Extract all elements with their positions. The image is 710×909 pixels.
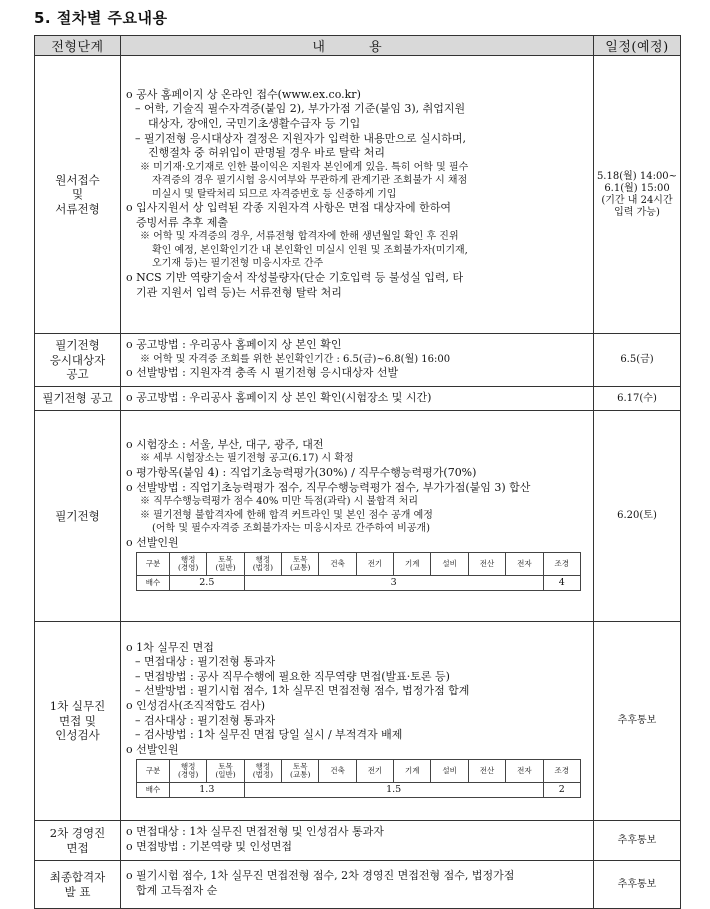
- procedure-row: [35, 622, 681, 821]
- content-line: – 검사대상 : 필기전형 통과자: [135, 713, 276, 727]
- content-cell: [121, 334, 594, 387]
- selection-field-cell: [431, 553, 468, 576]
- content-line: 대상자, 장애인, 국민기초생활수급자 등 기입: [148, 117, 361, 131]
- schedule-cell: [594, 334, 681, 387]
- content-line: ※ 어학 및 자격증 조회를 위한 본인확인기간 : 6.5(금)~6.8(월) 16:00: [140, 353, 451, 365]
- content-line: 자격증의 경우 필기시험 응시여부와 무관하게 관계기관 조회불가 시 채점: [152, 175, 468, 187]
- stage-label: 2차 경영진: [49, 826, 106, 840]
- selection-label-cell: 구분: [137, 760, 170, 783]
- content-line: 오기재 등)는 필기전형 미응시자로 간주: [152, 258, 324, 270]
- content-line: 미실시 및 탈락처리 되므로 자격증번호 등 신중하게 기입: [152, 188, 397, 200]
- table-header-row: [35, 36, 681, 56]
- stage-cell: [35, 334, 121, 387]
- selection-field-cell: [543, 760, 580, 783]
- content-line: (어학 및 필수자격증 조회불가자는 미응시자로 간주하여 비공개): [152, 523, 431, 535]
- selection-field-label: (일반): [215, 563, 236, 573]
- section-heading: 5. 절차별 주요내용: [34, 9, 168, 27]
- stage-label: 발 표: [64, 884, 91, 899]
- stage-label: 면접 및: [59, 713, 96, 728]
- stage-label: 원서접수: [55, 172, 100, 187]
- stage-label: 필기전형: [55, 508, 100, 523]
- selection-field-label: (경영): [177, 770, 199, 780]
- stage-label: 공고: [66, 367, 89, 382]
- stage-label: 인성검사: [55, 728, 100, 743]
- content-line: o 면접방법 : 기본역량 및 인성면접: [126, 840, 292, 853]
- schedule-cell: [594, 821, 681, 861]
- content-line: – 어학, 기술직 필수자격증(붙임 2), 부가가점 기준(붙임 3), 취업지원: [135, 102, 466, 116]
- content-line: ※ 세부 시험장소는 필기전형 공고(6.17) 시 확정: [140, 453, 354, 465]
- procedure-row: [35, 334, 681, 387]
- selection-field-label: 전산: [479, 559, 495, 569]
- stage-label: 필기전형 공고: [42, 391, 113, 406]
- content-line: o 선발방법 : 지원자격 충족 시 필기전형 응시대상자 선발: [126, 366, 399, 380]
- selection-field-label: 조경: [554, 766, 570, 776]
- content-line: – 검사방법 : 1차 실무진 면접 당일 실시 / 부적격자 배제: [135, 728, 403, 742]
- schedule-text: 6.17(수): [617, 392, 657, 404]
- selection-field-label: 전자: [517, 766, 532, 776]
- content-line: o 공사 홈페이지 상 온라인 접수(www.ex.co.kr): [126, 87, 361, 101]
- stage-cell: [35, 411, 121, 622]
- content-cell: [121, 861, 594, 909]
- selection-field-cell: [319, 553, 356, 576]
- schedule-cell: [594, 622, 681, 821]
- selection-value-row: [137, 576, 581, 591]
- selection-field-label: 건축: [330, 559, 345, 569]
- selection-field-label: (교통): [290, 563, 311, 573]
- stage-cell: [35, 387, 121, 411]
- schedule-text: 6.5(금): [620, 354, 654, 365]
- selection-field-cell: [356, 760, 393, 783]
- selection-field-label: 전기: [367, 766, 383, 776]
- stage-column-header: 전형단계: [35, 36, 121, 56]
- stage-cell: [35, 622, 121, 821]
- content-line: – 선발방법 : 필기시험 점수, 1차 실무진 면접전형 점수, 법정가점 합계: [135, 684, 470, 698]
- procedure-row: [35, 56, 681, 334]
- content-line: o 평가항목(붙임 4) : 직업기초능력평가(30%) / 직무수행능력평가(70%): [126, 465, 477, 479]
- content-cell: [121, 411, 594, 622]
- selection-field-cell: [207, 553, 244, 576]
- content-line: o 공고방법 : 우리공사 홈페이지 상 본인 확인: [126, 338, 342, 352]
- content-cell: [121, 387, 594, 411]
- content-cell: [121, 821, 594, 861]
- selection-field-cell: [282, 760, 319, 783]
- selection-field-cell: [431, 760, 468, 783]
- selection-field-label: 행정: [180, 762, 196, 772]
- schedule-text: (기간 내 24시간: [601, 194, 673, 206]
- selection-field-label: 설비: [442, 559, 457, 569]
- selection-field-label: (교통): [290, 770, 311, 780]
- stage-label: 응시대상자: [49, 352, 106, 367]
- content-line: o 1차 실무진 면접: [126, 640, 214, 654]
- stage-label: 필기전형: [55, 338, 100, 353]
- content-line: o 선발인원: [126, 742, 179, 756]
- selection-field-label: 토목: [292, 555, 308, 565]
- procedure-row: [35, 861, 681, 909]
- schedule-column-header: 일정(예정): [594, 36, 681, 56]
- selection-field-label: 건축: [330, 766, 345, 776]
- selection-ratio-table: [136, 552, 581, 591]
- content-cell: [121, 56, 594, 334]
- selection-value-row: [137, 783, 581, 798]
- selection-field-label: 기계: [405, 766, 420, 776]
- schedule-text: 6.20(토): [617, 510, 657, 521]
- selection-field-label: 전자: [517, 559, 532, 569]
- selection-field-cell: [319, 760, 356, 783]
- schedule-cell: [594, 861, 681, 909]
- selection-field-label: 전기: [367, 559, 383, 569]
- content-line: o 인성검사(조직적합도 검사): [126, 699, 266, 712]
- content-line: o 면접대상 : 1차 실무진 면접전형 및 인성검사 통과자: [126, 825, 384, 839]
- selection-label-cell: 구분: [137, 553, 170, 576]
- selection-field-cell: [356, 553, 393, 576]
- selection-field-cell: [207, 760, 244, 783]
- selection-field-cell: [169, 760, 206, 783]
- selection-field-cell: [468, 760, 505, 783]
- selection-field-label: 행정: [255, 555, 271, 565]
- selection-field-cell: [543, 553, 580, 576]
- procedure-row: [35, 411, 681, 622]
- selection-ratio-table: [136, 759, 581, 798]
- selection-field-label: 토목: [218, 762, 233, 772]
- selection-ratio-value: 4: [543, 576, 580, 591]
- content-line: – 필기전형 응시대상자 결정은 지원자가 입력한 내용만으로 실시하며,: [135, 131, 466, 145]
- selection-field-cell: [282, 553, 319, 576]
- selection-header-row: [137, 760, 581, 783]
- selection-ratio-value: 2.5: [169, 576, 244, 591]
- procedure-row: [35, 387, 681, 411]
- selection-field-cell: [394, 760, 431, 783]
- content-line: o NCS 기반 역량기술서 작성불량자(단순 기호입력 등 불성실 입력, 타: [126, 270, 464, 284]
- selection-field-cell: [468, 553, 505, 576]
- selection-ratio-value: 3: [244, 576, 543, 591]
- stage-label: 1차 실무진: [49, 699, 106, 714]
- stage-cell: [35, 861, 121, 909]
- stage-label: 면접: [66, 840, 89, 855]
- selection-field-cell: [244, 553, 281, 576]
- schedule-text: 추후통보: [617, 878, 657, 890]
- content-line: – 면접방법 : 공사 직무수행에 필요한 직무역량 면접(발표·토론 등): [135, 669, 450, 683]
- procedure-table: [34, 35, 681, 909]
- content-line: ※ 어학 및 자격증의 경우, 서류전형 합격자에 한해 생년월일 확인 후 진위: [140, 231, 459, 243]
- content-line: o 입사지원서 상 입력된 각종 지원자격 사항은 면접 대상자에 한하여: [126, 201, 451, 215]
- schedule-text: 추후통보: [617, 715, 657, 726]
- content-line: 확인 예정, 본인확인기간 내 본인확인 미실시 인원 및 조회불가자(미기재,: [152, 244, 468, 256]
- content-line: – 면접대상 : 필기전형 통과자: [135, 655, 276, 669]
- content-line: 증빙서류 추후 제출: [136, 215, 229, 229]
- content-line: o 필기시험 점수, 1차 실무진 면접전형 점수, 2차 경영진 면접전형 점수, 법정가점: [126, 869, 515, 883]
- selection-field-cell: [244, 760, 281, 783]
- stage-cell: [35, 821, 121, 861]
- selection-ratio-value: 1.5: [244, 783, 543, 798]
- content-cell: [121, 622, 594, 821]
- stage-label: 서류전형: [55, 201, 100, 216]
- selection-field-cell: [506, 760, 543, 783]
- content-line: ※ 직무수행능력평가 점수 40% 미만 득점(과락) 시 불합격 처리: [140, 496, 418, 508]
- content-line: o 시험장소 : 서울, 부산, 대구, 광주, 대전: [126, 437, 324, 451]
- selection-field-label: 기계: [405, 559, 420, 569]
- content-line: 합계 고득점자 순: [136, 884, 218, 897]
- selection-field-cell: [394, 553, 431, 576]
- stage-label: 최종합격자: [49, 870, 106, 884]
- selection-field-label: (법정): [252, 563, 274, 573]
- selection-field-cell: [506, 553, 543, 576]
- selection-ratio-value: 1.3: [169, 783, 244, 798]
- content-line: ※ 필기전형 불합격자에 한해 합격 커트라인 및 본인 점수 공개 예정: [140, 509, 433, 521]
- content-line: ※ 미기재·오기재로 인한 불이익은 지원자 본인에게 있음. 특히 어학 및 필수: [140, 161, 469, 173]
- selection-row-label: 배수: [137, 576, 170, 591]
- content-line: 진행절차 중 허위입이 판명될 경우 바로 탈락 처리: [148, 146, 385, 160]
- content-line: o 선발인원: [126, 535, 179, 549]
- content-line: 기관 지원서 입력 등)는 서류전형 탈락 처리: [136, 285, 342, 299]
- selection-field-label: 행정: [180, 555, 196, 565]
- selection-row-label: 배수: [137, 783, 170, 798]
- stage-label: 및: [71, 187, 84, 202]
- selection-ratio-value: 2: [543, 783, 580, 798]
- schedule-text: 입력 가능): [614, 206, 660, 218]
- selection-field-label: 토목: [292, 762, 308, 772]
- content-column-header: 내 용: [121, 36, 594, 56]
- selection-field-label: 행정: [255, 762, 271, 772]
- selection-field-label: (일반): [215, 770, 236, 780]
- selection-field-cell: [169, 553, 206, 576]
- selection-field-label: 설비: [442, 766, 457, 776]
- selection-field-label: (법정): [252, 770, 274, 780]
- content-line: o 선발방법 : 직업기초능력평가 점수, 직무수행능력평가 점수, 부가가점(붙임 3) 합산: [126, 480, 531, 494]
- procedure-row: [35, 821, 681, 861]
- schedule-cell: [594, 387, 681, 411]
- schedule-cell: [594, 56, 681, 334]
- selection-field-label: 토목: [218, 555, 233, 565]
- stage-cell: [35, 56, 121, 334]
- schedule-text: 추후통보: [617, 834, 657, 846]
- schedule-text: 5.18(월) 14:00~: [596, 170, 678, 182]
- selection-header-row: [137, 553, 581, 576]
- schedule-cell: [594, 411, 681, 622]
- schedule-text: 6.1(월) 15:00: [604, 182, 670, 194]
- content-line: o 공고방법 : 우리공사 홈페이지 상 본인 확인(시험장소 및 시간): [126, 390, 432, 404]
- selection-field-label: (경영): [177, 563, 199, 573]
- selection-field-label: 전산: [479, 766, 495, 776]
- selection-field-label: 조경: [554, 559, 570, 569]
